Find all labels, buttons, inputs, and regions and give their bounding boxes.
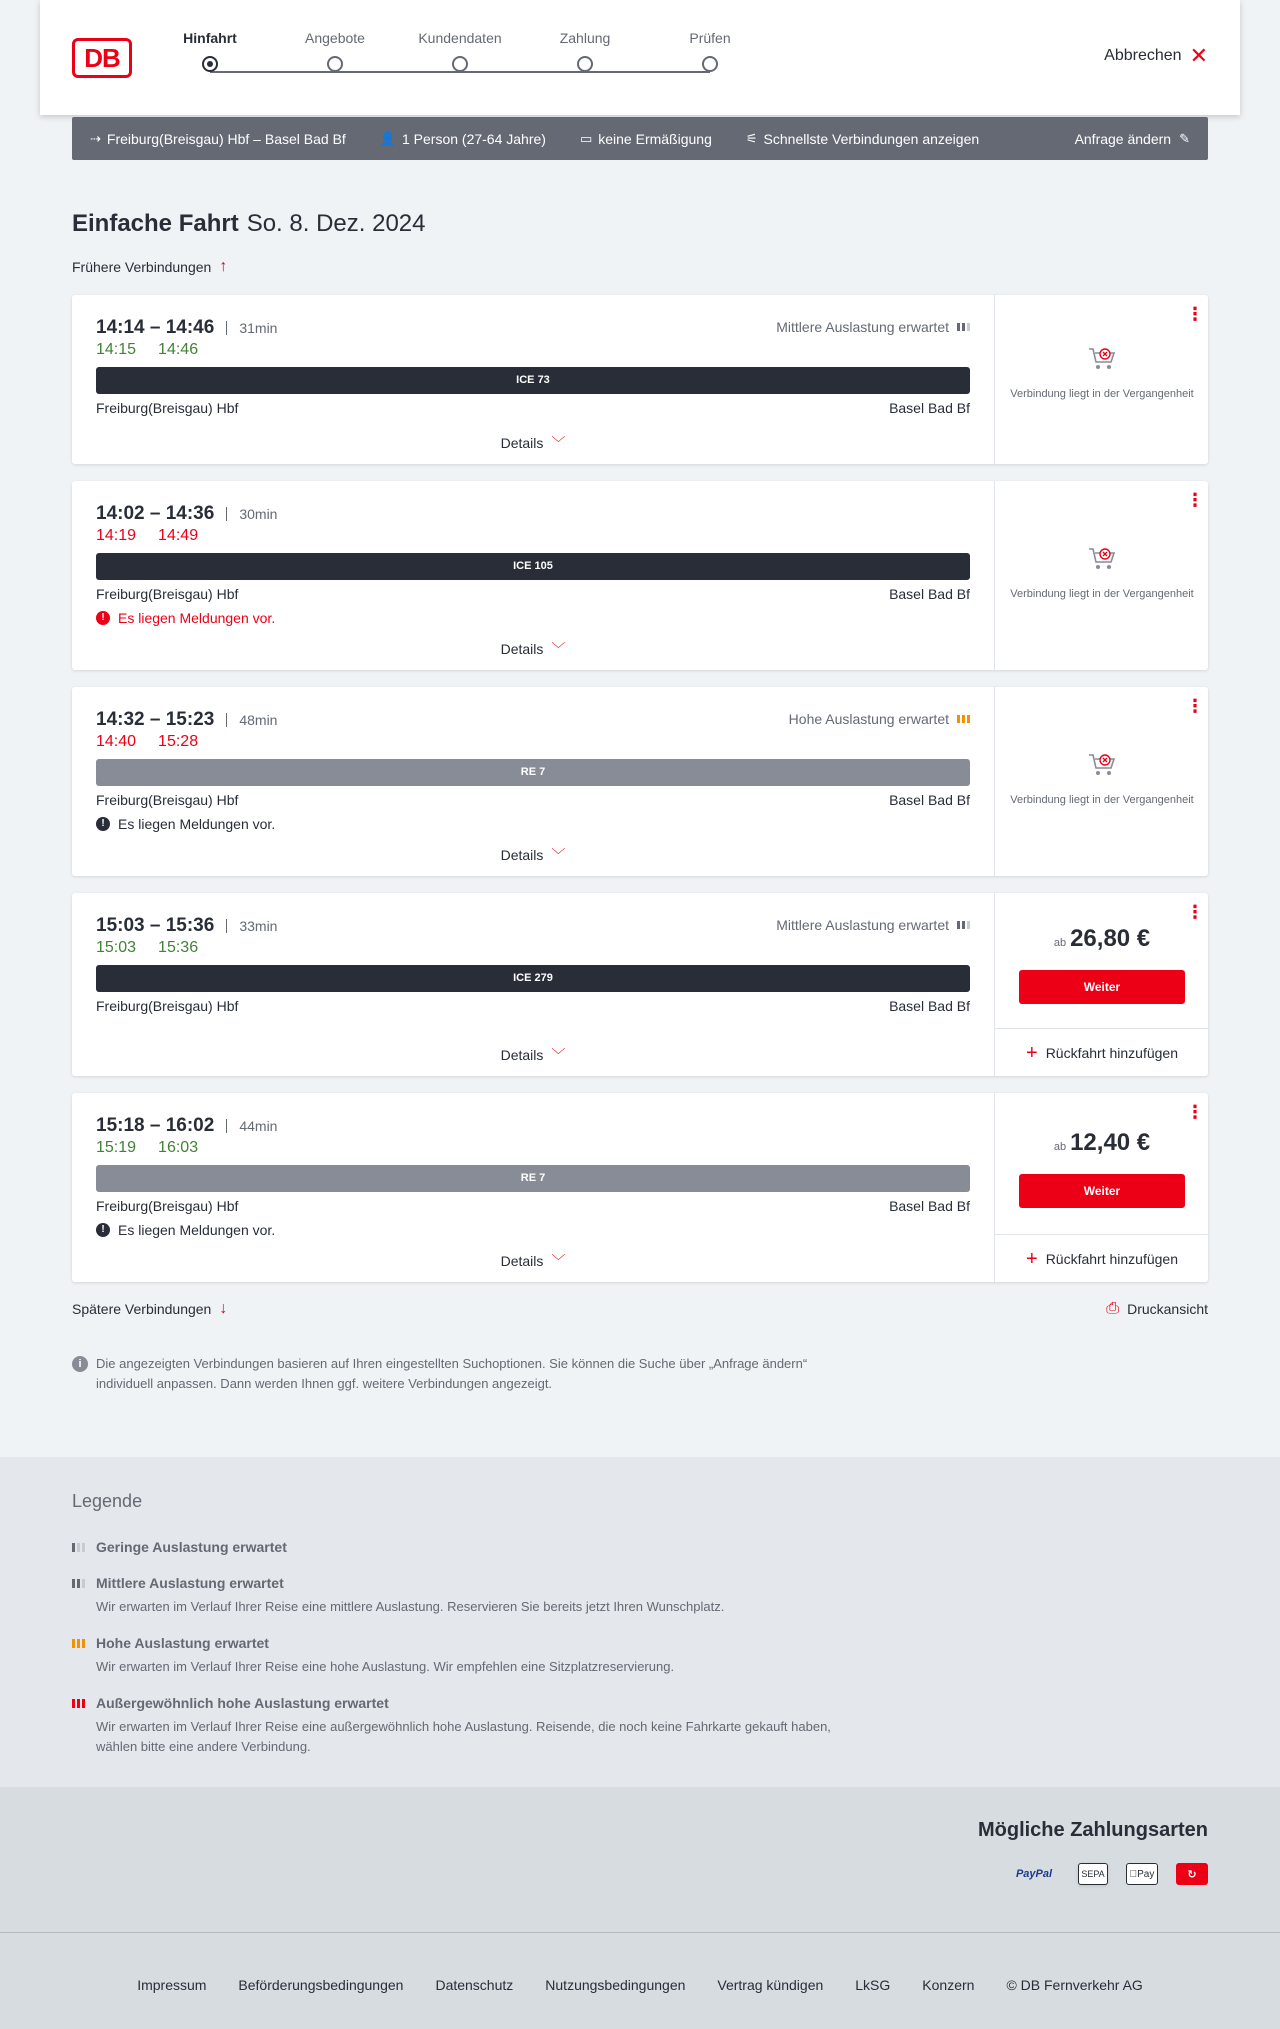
search-summary-bar [72,117,1208,160]
realtime-times: 14:19 14:49 [96,527,199,544]
step-pruefen [655,30,765,77]
footer-link-impressum[interactable]: Impressum [137,1977,207,1993]
close-icon: ✕ [1189,43,1208,68]
connection-card[interactable] [72,481,1208,670]
plus-icon: + [1026,1041,1038,1064]
pencil-icon: ✎ [1179,130,1190,146]
legend-section [0,1457,1280,1787]
person-icon: 👤 [379,130,396,146]
step-zahlung [530,30,640,77]
arrow-down-icon: ↓ [219,1300,228,1317]
origin-station: Freiburg(Breisgau) Hbf [96,1198,239,1214]
db-bonus-icon: ↻ [1176,1863,1208,1885]
alert-icon: ! [96,611,110,625]
payment-methods [0,1787,1280,1932]
step-label: Prüfen [689,30,731,46]
occupancy-high-icon [72,1639,88,1648]
occupancy-indicator: Hohe Auslastung erwartet [789,711,970,727]
legend-title: Legende [72,1491,143,1511]
add-return-button[interactable]: + Rückfahrt hinzufügen [995,1028,1209,1076]
footer-link-konzern[interactable]: Konzern [922,1977,975,1993]
passenger-summary: 👤 1 Person (27-64 Jahre) [379,130,546,147]
price: ab 26,80 € [1053,925,1151,952]
footer [0,1932,1280,2029]
destination-station: Basel Bad Bf [889,586,970,602]
legend-item-medium: Mittlere Auslastung erwartet Wir erwarten im Verlauf Ihrer Reise eine mittlere Auslastung. Reservieren Sie bereits jetzt Ihren Wunschplatz. [72,1575,872,1617]
sepa-icon: SEPA [1078,1863,1108,1885]
step-dot-active [202,56,218,72]
route-summary: ⇢ Freiburg(Breisgau) Hbf – Basel Bad Bf [90,130,346,147]
alert-icon: ! [96,817,110,831]
continue-button[interactable]: Weiter [1019,1174,1185,1208]
cancel-label: Abbrechen [1104,47,1182,64]
footer-link-befoerderungsbedingungen[interactable]: Beförderungsbedingungen [238,1977,404,1993]
more-options-icon[interactable]: ⋮ [1186,696,1204,716]
occupancy-medium-icon [72,1579,88,1588]
disruption-message[interactable]: ! Es liegen Meldungen vor. [96,816,275,832]
details-toggle[interactable]: Details ﹀ [500,1047,566,1063]
info-icon: i [72,1356,88,1372]
origin-station: Freiburg(Breisgau) Hbf [96,792,239,808]
step-label: Kundendaten [418,30,502,46]
scheduled-times: 15:03 – 15:36 33min [96,915,278,936]
continue-button[interactable]: Weiter [1019,970,1185,1004]
connection-card[interactable] [72,1093,1208,1282]
chevron-down-icon: ﹀ [551,847,566,863]
chevron-down-icon: ﹀ [551,1047,566,1063]
origin-station: Freiburg(Breisgau) Hbf [96,400,239,416]
legend-item-exceptional: Außergewöhnlich hohe Auslastung erwartet Wir erwarten im Verlauf Ihrer Reise eine außergewöhnlich hohe Auslastung. Reisende, die noch keine Fahrkarte gekauft haben, wählen bitte eine andere Verbindung. [72,1695,872,1757]
chevron-down-icon: ﹀ [551,1253,566,1269]
footer-link-lksg[interactable]: LkSG [855,1977,891,1993]
destination-station: Basel Bad Bf [889,998,970,1014]
destination-station: Basel Bad Bf [889,792,970,808]
destination-station: Basel Bad Bf [889,400,970,416]
disruption-message[interactable]: ! Es liegen Meldungen vor. [96,1222,275,1238]
step-label: Hinfahrt [183,30,237,46]
step-hinfahrt [155,30,265,77]
train-bar[interactable]: RE 7 [96,759,970,786]
scheduled-times: 15:18 – 16:02 44min [96,1115,278,1136]
disruption-message[interactable]: ! Es liegen Meldungen vor. [96,610,275,626]
printer-icon: ⎙ [1106,1300,1120,1317]
details-toggle[interactable]: Details ﹀ [500,1253,566,1269]
add-return-button[interactable]: + Rückfahrt hinzufügen [995,1234,1209,1282]
train-bar[interactable]: ICE 73 [96,367,970,394]
origin-station: Freiburg(Breisgau) Hbf [96,998,239,1014]
details-toggle[interactable]: Details ﹀ [500,641,566,657]
occupancy-indicator: Mittlere Auslastung erwartet [776,319,970,335]
destination-station: Basel Bad Bf [889,1198,970,1214]
db-logo[interactable]: DB [72,38,132,78]
footer-link-vertrag-kuendigen[interactable]: Vertrag kündigen [717,1977,824,1993]
footer-link-nutzungsbedingungen[interactable]: Nutzungsbedingungen [545,1977,686,1993]
filter-icon: ⚟ [745,130,758,146]
plus-icon: + [1026,1247,1038,1270]
occupancy-indicator: Mittlere Auslastung erwartet [776,917,970,933]
scheduled-times: 14:14 – 14:46 31min [96,317,278,338]
discount-summary: ▭ keine Ermäßigung [579,130,712,147]
realtime-times: 15:03 15:36 [96,939,199,956]
print-view-link[interactable]: ⎙ Druckansicht [1106,1300,1208,1317]
occupancy-exceptional-icon [72,1699,88,1708]
paypal-icon: PayPal [1015,1868,1053,1880]
edit-request-button[interactable]: Anfrage ändern ✎ [1074,130,1190,147]
connection-card[interactable] [72,687,1208,876]
footer-copyright: © DB Fernverkehr AG [1006,1977,1143,1993]
progress-steps [170,30,810,90]
past-connection-notice: Verbindung liegt in der Vergangenheit [995,751,1209,808]
page-title: Einfache Fahrt So. 8. Dez. 2024 [72,210,426,237]
price: ab 12,40 € [1053,1129,1151,1156]
occupancy-low-icon [72,1543,88,1552]
earlier-connections-link[interactable]: Frühere Verbindungen ↑ [72,258,228,275]
chevron-down-icon: ﹀ [551,641,566,657]
payment-title: Mögliche Zahlungsarten [977,1819,1208,1841]
past-connection-notice: Verbindung liegt in der Vergangenheit [995,345,1209,402]
step-dot [577,56,593,72]
legend-item-low: Geringe Auslastung erwartet [72,1539,872,1555]
past-connection-notice: Verbindung liegt in der Vergangenheit [995,545,1209,602]
arrow-up-icon: ↑ [219,258,228,275]
step-dot [702,56,718,72]
train-bar[interactable]: ICE 105 [96,553,970,580]
more-options-icon[interactable]: ⋮ [1186,490,1204,510]
details-toggle[interactable]: Details ﹀ [500,435,566,451]
card-icon: ▭ [579,130,593,146]
alert-icon: ! [96,1223,110,1237]
more-options-icon[interactable]: ⋮ [1186,902,1204,922]
chevron-down-icon: ﹀ [551,435,566,451]
realtime-times: 15:19 16:03 [96,1139,199,1156]
step-dot [327,56,343,72]
realtime-times: 14:15 14:46 [96,341,199,358]
scheduled-times: 14:02 – 14:36 30min [96,503,278,524]
step-dot [452,56,468,72]
occupancy-high-icon [957,715,970,723]
route-arrow-icon: ⇢ [90,130,101,146]
details-toggle[interactable]: Details ﹀ [500,847,566,863]
cart-unavailable-icon [1087,751,1117,779]
scheduled-times: 14:32 – 15:23 48min [96,709,278,730]
cancel-button[interactable] [1104,43,1208,68]
info-notice: i Die angezeigten Verbindungen basieren auf Ihren eingestellten Suchoptionen. Sie können die Suche über „Anfrage ändern“ individuell anpassen. Dann werden Ihnen ggf. weitere Verbindungen angezeigt. [72,1354,852,1394]
connection-card[interactable] [72,893,1208,1076]
later-connections-link[interactable]: Spätere Verbindungen ↓ [72,1300,228,1317]
realtime-times: 14:40 15:28 [96,733,199,750]
more-options-icon[interactable]: ⋮ [1186,304,1204,324]
header [40,0,1240,115]
footer-link-datenschutz[interactable]: Datenschutz [435,1977,514,1993]
train-bar[interactable]: ICE 279 [96,965,970,992]
applepay-icon: Pay [1126,1863,1158,1885]
occupancy-medium-icon [957,921,970,929]
more-options-icon[interactable]: ⋮ [1186,1102,1204,1122]
cart-unavailable-icon [1087,545,1117,573]
origin-station: Freiburg(Breisgau) Hbf [96,586,239,602]
train-bar[interactable]: RE 7 [96,1165,970,1192]
connection-card[interactable] [72,295,1208,464]
cart-unavailable-icon [1087,345,1117,373]
step-angebote [280,30,390,77]
occupancy-medium-icon [957,323,970,331]
step-kundendaten [405,30,515,77]
fastest-option: ⚟ Schnellste Verbindungen anzeigen [745,130,980,147]
legend-item-high: Hohe Auslastung erwartet Wir erwarten im Verlauf Ihrer Reise eine hohe Auslastung. Wir empfehlen eine Sitzplatzreservierung. [72,1635,872,1677]
step-label: Zahlung [559,30,611,46]
step-label: Angebote [305,30,365,46]
